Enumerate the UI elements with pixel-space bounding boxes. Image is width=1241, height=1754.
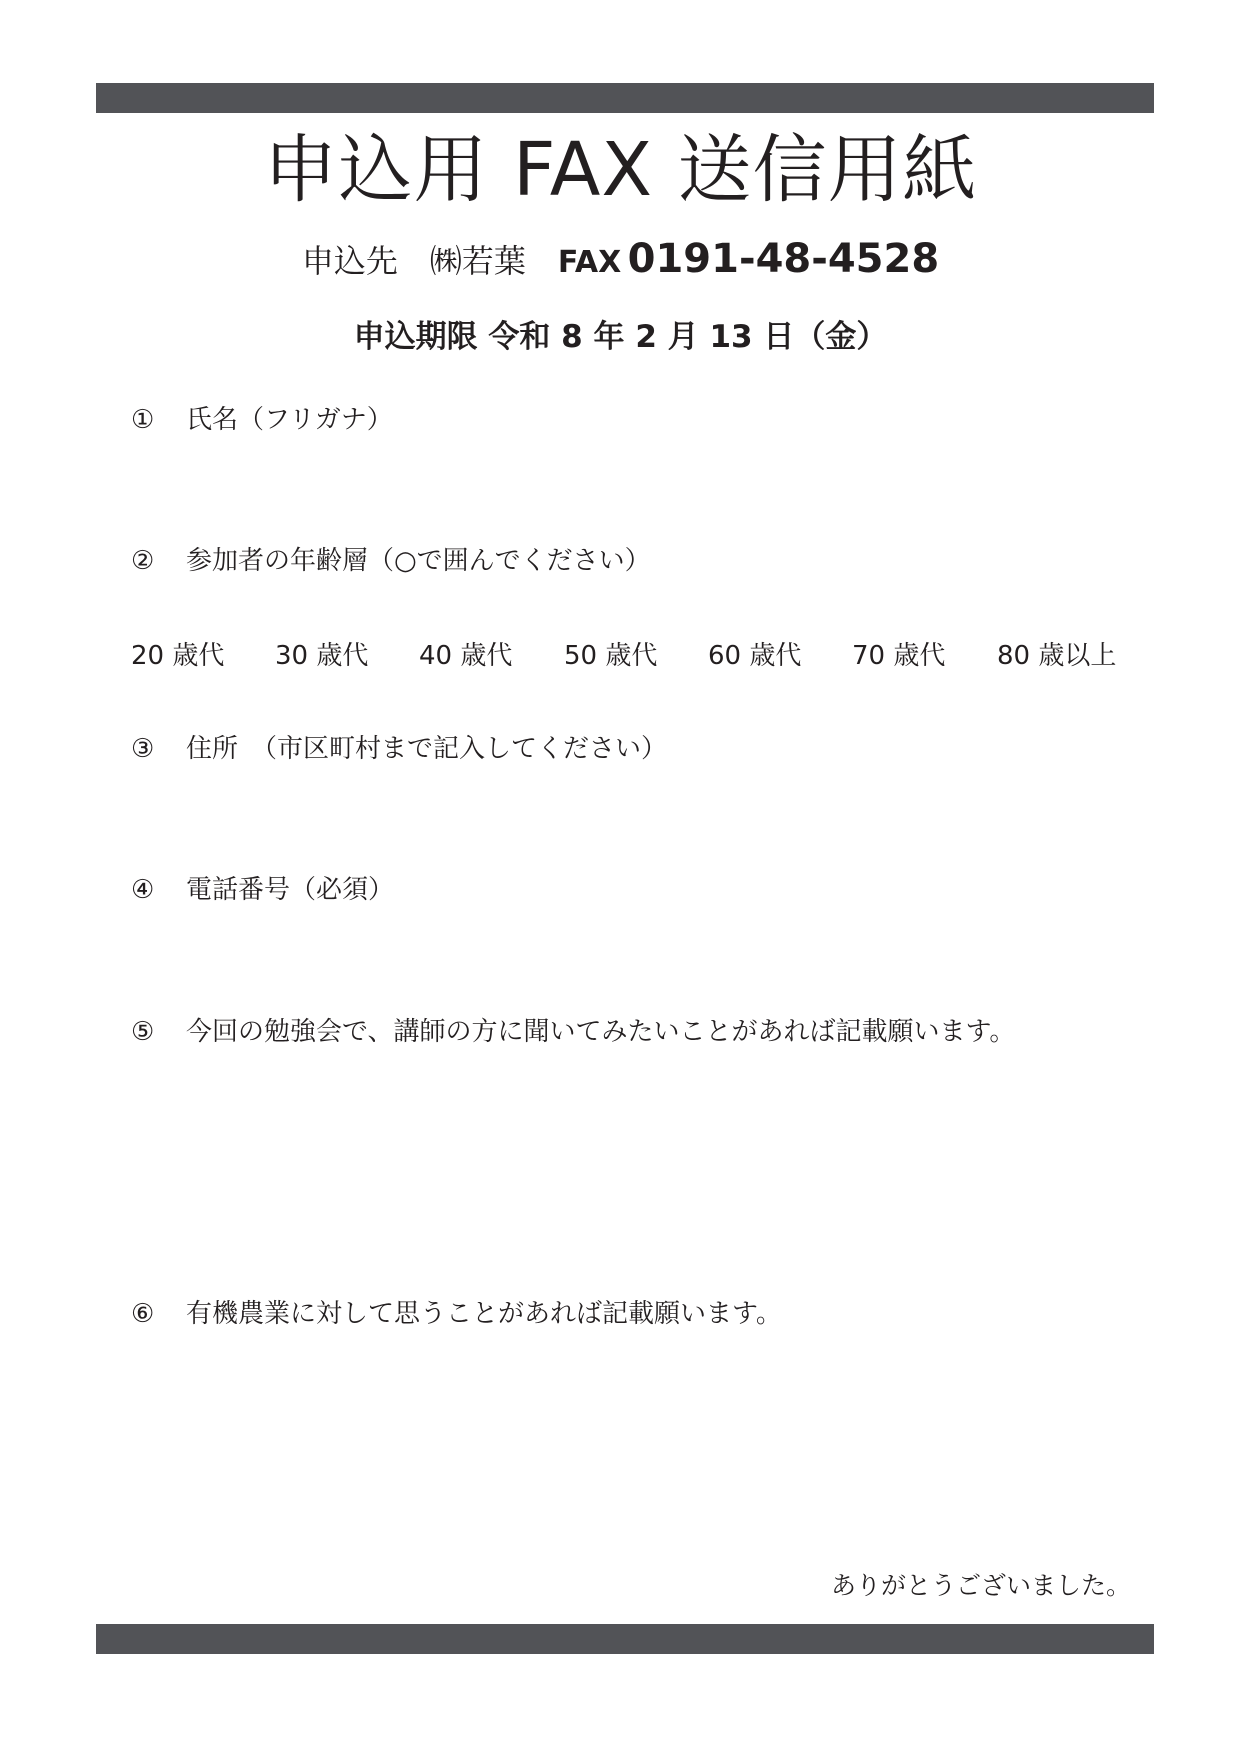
form-item-age-group bbox=[131, 541, 651, 581]
item-number: ⑥ bbox=[131, 1299, 155, 1329]
application-deadline: 申込期限 令和 8 年 2 月 13 日（金） bbox=[353, 319, 888, 355]
item-number: ① bbox=[131, 405, 155, 435]
item-label: 参加者の年齢層（○で囲んでください） bbox=[186, 546, 651, 576]
item-number: ⑤ bbox=[131, 1017, 155, 1047]
recipient-label: 申込先 bbox=[301, 242, 398, 280]
recipient-line bbox=[0, 232, 1241, 290]
item-number: ② bbox=[131, 546, 155, 576]
fax-number: 0191-48-4528 bbox=[627, 236, 940, 282]
age-option-30s[interactable]: 30 歳代 bbox=[275, 641, 369, 671]
age-option-20s[interactable]: 20 歳代 bbox=[131, 641, 225, 671]
page-title: 申込用 FAX 送信用紙 bbox=[263, 127, 978, 213]
item-label: 有機農業に対して思うことがあれば記載願います。 bbox=[186, 1299, 782, 1329]
form-item-address bbox=[131, 729, 667, 769]
form-item-name bbox=[131, 400, 393, 440]
age-option-80s-plus[interactable]: 80 歳以上 bbox=[997, 641, 1117, 671]
form-item-phone bbox=[131, 870, 394, 910]
item-label: 今回の勉強会で、講師の方に聞いてみたいことがあれば記載願います。 bbox=[186, 1017, 1016, 1047]
item-number: ④ bbox=[131, 875, 155, 905]
item-label: 氏名（フリガナ） bbox=[186, 405, 393, 435]
closing-message: ありがとうございました。 bbox=[830, 1571, 1131, 1600]
item-label: 電話番号（必須） bbox=[186, 875, 395, 905]
age-option-40s[interactable]: 40 歳代 bbox=[419, 641, 513, 671]
item-number: ③ bbox=[131, 734, 155, 764]
item-label: 住所 （市区町村まで記入してください） bbox=[186, 734, 668, 764]
form-item-organic-farming-thoughts bbox=[131, 1294, 782, 1334]
age-option-60s[interactable]: 60 歳代 bbox=[708, 641, 802, 671]
age-option-70s[interactable]: 70 歳代 bbox=[852, 641, 946, 671]
fax-label: FAX bbox=[557, 245, 622, 280]
bottom-divider-bar bbox=[96, 1624, 1154, 1654]
top-divider-bar bbox=[96, 83, 1154, 113]
form-item-questions bbox=[131, 1012, 1015, 1052]
recipient-company: ㈱若葉 bbox=[429, 242, 526, 280]
age-option-50s[interactable]: 50 歳代 bbox=[564, 641, 658, 671]
